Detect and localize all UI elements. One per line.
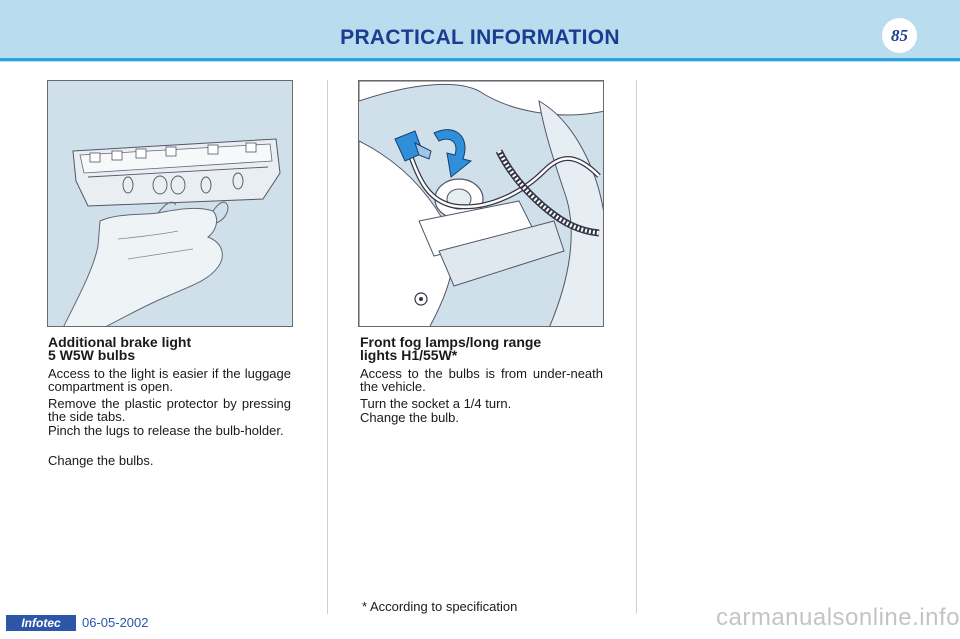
column-divider-right [636,80,637,614]
fog-lamp-heading: Front fog lamps/long range lights H1/55W* [360,334,542,363]
fog-lamp-illustration [358,80,604,327]
footnote: * According to specification [362,599,518,614]
brake-light-paragraph: Pinch the lugs to release the bulb-holder. [48,423,284,438]
page-title: PRACTICAL INFORMATION [340,26,620,49]
brake-light-paragraph: Remove the plastic protector by pressing the side tabs. [48,396,291,424]
column-divider-left [327,80,328,614]
header-rule [0,58,960,61]
brake-light-paragraph: Change the bulbs. [48,453,154,468]
brake-light-paragraph: Access to the light is easier if the luggage compartment is open. [48,366,291,394]
infotec-logo: Infotec [6,615,76,631]
brake-light-illustration [47,80,293,327]
footer-date: 06-05-2002 [82,615,149,630]
fog-lamp-paragraph: Turn the socket a 1/4 turn. [360,396,512,411]
page-number: 85 [882,18,917,53]
fog-lamp-paragraph: Access to the bulbs is from under-neath the vehicle. [360,366,603,394]
fog-lamp-paragraph: Change the bulb. [360,410,460,425]
brake-light-heading: Additional brake light 5 W5W bulbs [48,334,192,363]
watermark: carmanualsonline.info [716,604,960,631]
